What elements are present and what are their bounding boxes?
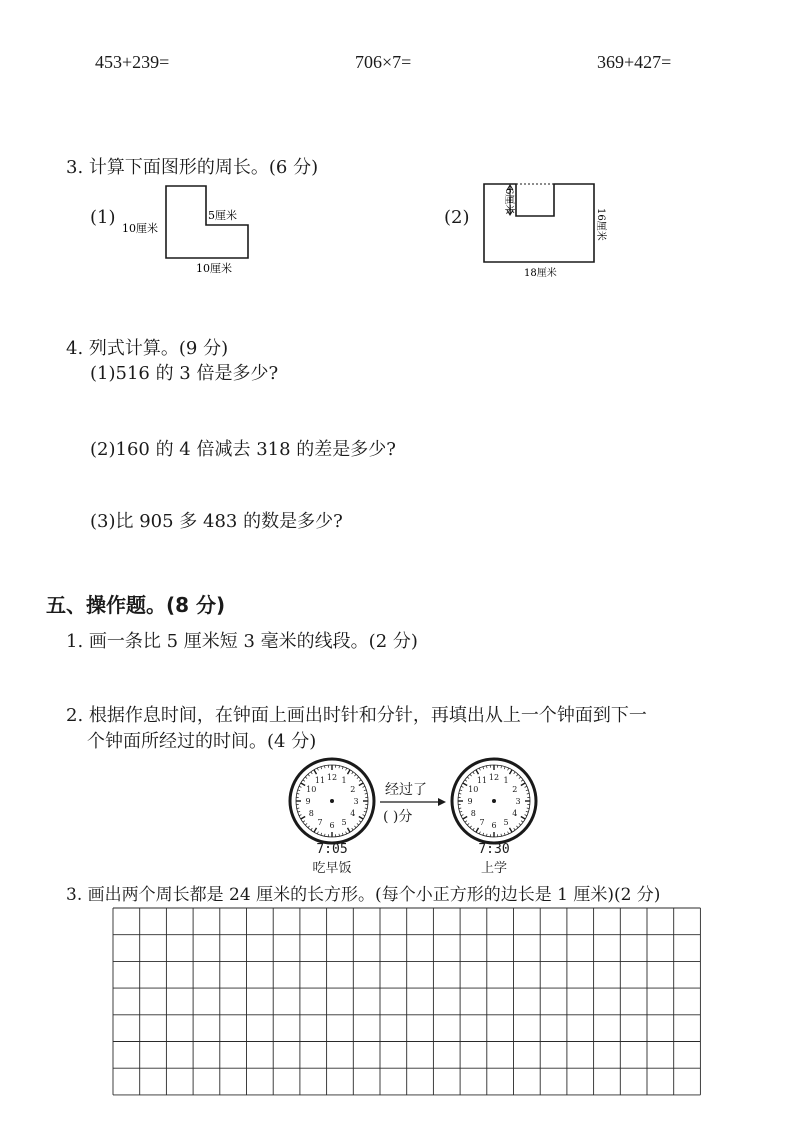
clock1-number-9: 9 (305, 797, 311, 806)
clock2-number-6: 6 (491, 821, 497, 830)
fig2-right-length: 16厘米 (595, 208, 606, 241)
clock1-number-4: 4 (350, 809, 356, 818)
clock1-number-11: 11 (314, 776, 326, 786)
s5-q2-line1: 2. 根据作息时间，在钟面上画出时针和分针，再填出从上一个钟面到下一 (66, 705, 647, 726)
q4-title: 4. 列式计算。(9 分) (66, 338, 229, 359)
clock2-time: 7:30 (478, 842, 510, 857)
fig2-outline (484, 184, 594, 262)
clock1-number-3: 3 (353, 797, 359, 806)
clock1-center-dot (330, 799, 334, 803)
clock2-number-5: 5 (503, 817, 509, 827)
fig1-left-length: 10厘米 (122, 222, 158, 235)
clock2-number-4: 4 (512, 809, 518, 818)
calc-item-2: 706×7= (355, 52, 412, 72)
s5-q1: 1. 画一条比 5 厘米短 3 毫米的线段。(2 分) (66, 631, 418, 652)
q3-title: 3. 计算下面图形的周长。(6 分) (66, 157, 319, 178)
fig1-label: (1) (90, 207, 116, 228)
calc-item-3: 369+427= (597, 52, 672, 72)
clock2-center-dot (492, 799, 496, 803)
clock1-number-12: 12 (326, 773, 338, 782)
clock2-number-3: 3 (515, 797, 521, 806)
fig2-notched-rectangle-figure (476, 176, 626, 282)
q4-item-1: (1)516 的 3 倍是多少? (90, 363, 279, 384)
q4-item-3: (3)比 905 多 483 的数是多少? (90, 511, 343, 532)
section5-title: 五、操作题。(8 分) (46, 593, 226, 617)
square-grid[interactable] (112, 907, 704, 1101)
fig1-inner-length: 5厘米 (208, 209, 237, 222)
elapsed-minutes-blank[interactable]: ( )分 (383, 809, 413, 825)
arrow-label: 经过了 (385, 782, 427, 798)
fig2-label: (2) (444, 207, 470, 228)
clock1-number-10: 10 (306, 785, 317, 794)
clock2-label: 上学 (480, 861, 507, 876)
clock2-number-11: 11 (476, 776, 488, 786)
clock2-number-2: 2 (512, 785, 518, 794)
clock2-number-12: 12 (488, 773, 500, 782)
clock1-number-2: 2 (350, 785, 356, 794)
s5-q2-line2: 个钟面所经过的时间。(4 分) (87, 731, 317, 752)
clock1-number-1: 1 (341, 776, 347, 786)
s5-q3: 3. 画出两个周长都是 24 厘米的长方形。(每个小正方形的边长是 1 厘米)(2 分) (66, 885, 661, 905)
clock1-number-8: 8 (308, 809, 314, 818)
clock2-number-7: 7 (479, 817, 485, 827)
calc-item-1: 453+239= (95, 52, 170, 72)
q4-item-2: (2)160 的 4 倍减去 318 的差是多少? (90, 439, 396, 460)
clock1-number-7: 7 (317, 817, 323, 827)
fig2-notch-depth: 6厘米 (503, 188, 514, 215)
clock-face-2[interactable] (449, 756, 539, 846)
clock1-label: 吃早饭 (312, 861, 352, 876)
clock2-number-10: 10 (468, 785, 479, 794)
clock1-number-6: 6 (329, 821, 335, 830)
clock2-number-8: 8 (470, 809, 476, 818)
fig2-bottom-length: 18厘米 (524, 268, 557, 279)
clock1-time: 7:05 (316, 842, 348, 857)
clock1-number-5: 5 (341, 817, 347, 827)
clock2-number-9: 9 (467, 797, 473, 806)
grid-lines (113, 908, 700, 1095)
clock-face-1[interactable] (287, 756, 377, 846)
fig1-bottom-length: 10厘米 (196, 262, 232, 275)
fig1-l-shape-figure (118, 180, 258, 278)
fig1-outline (166, 186, 248, 258)
clock2-number-1: 1 (503, 776, 509, 786)
